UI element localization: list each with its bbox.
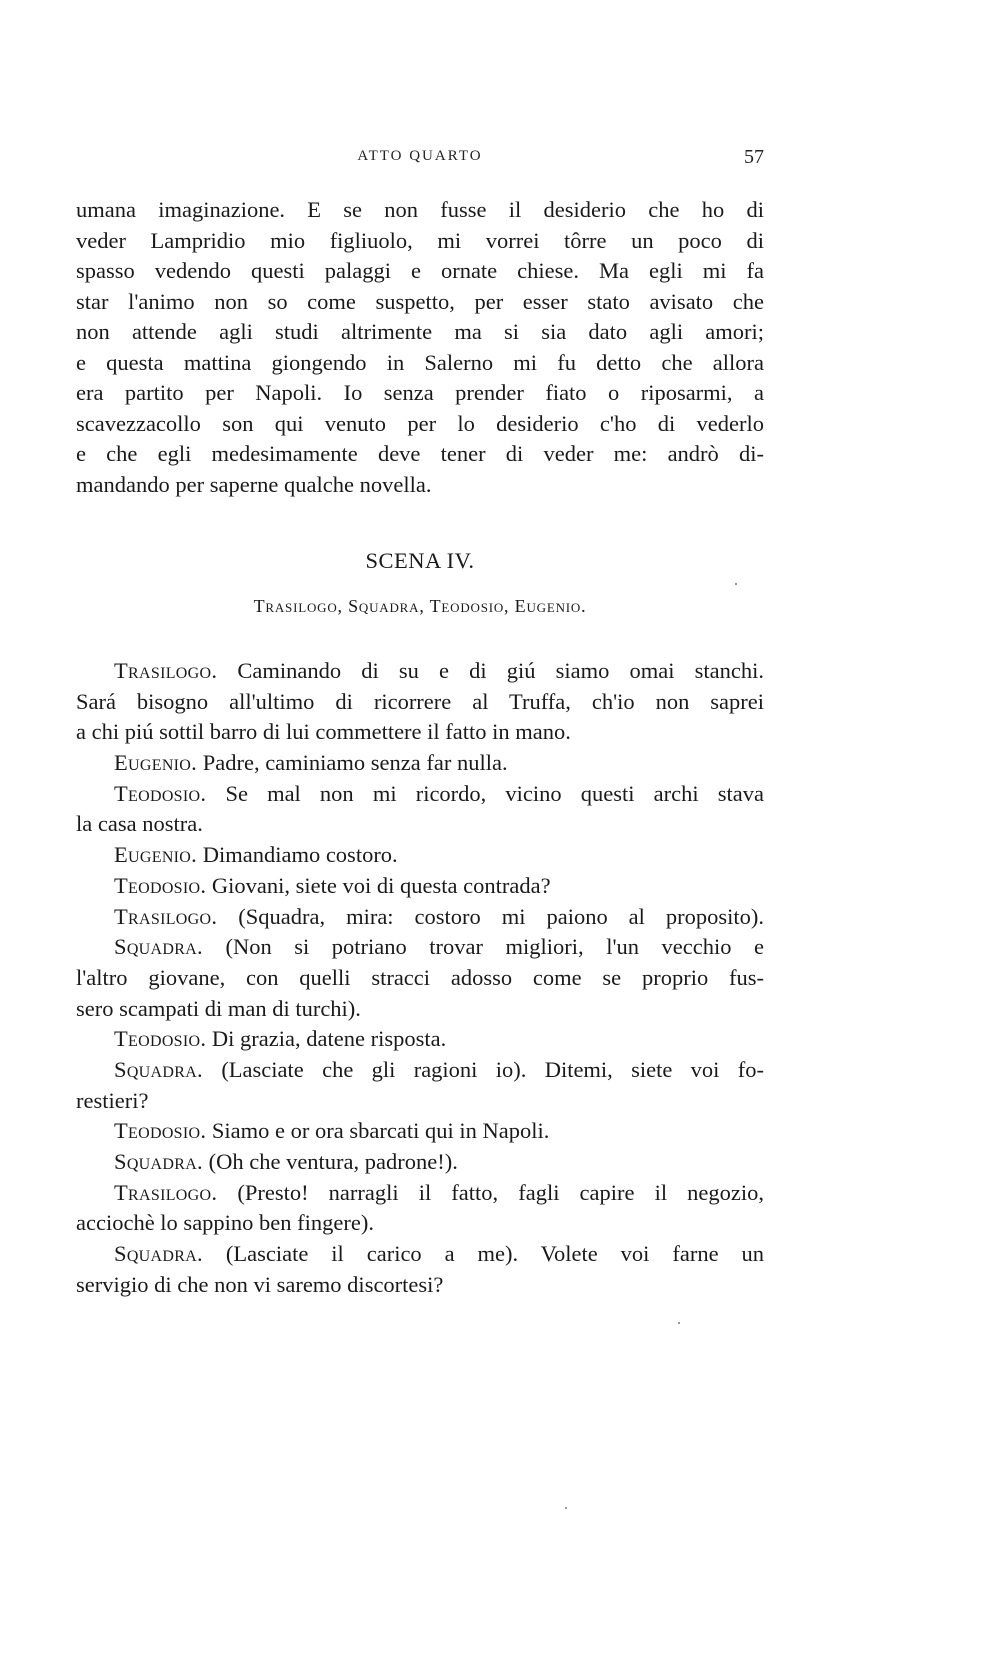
dialogue	[76, 656, 764, 1300]
speaker-name: Squadra.	[114, 1149, 203, 1174]
speech-line: sero scampati di man di turchi).	[76, 995, 361, 1021]
page-number: 57	[744, 146, 764, 168]
speaker-name: Trasilogo.	[114, 903, 218, 929]
speech-line	[76, 1024, 764, 1055]
speech-line	[76, 871, 764, 902]
speaker-name: Eugenio.	[114, 750, 198, 776]
speech-line	[76, 1055, 764, 1086]
speech-text: Se mal non mi ricordo, vicino questi archi stava	[225, 780, 765, 806]
speaker-name: Teodosio.	[114, 872, 207, 898]
paragraph-line: star l'animo non so come suspetto, per esser stato avisato che	[76, 288, 764, 314]
scan-speck	[565, 1507, 567, 1509]
opening-paragraph	[76, 195, 764, 500]
speech-line	[76, 840, 764, 871]
speaker-name: Trasilogo.	[114, 658, 218, 683]
paragraph-line: e questa mattina giongendo in Salerno mi fu detto che allora	[76, 349, 764, 375]
speaker-name: Squadra.	[114, 934, 203, 960]
speaker-name: Trasilogo.	[114, 1179, 218, 1205]
speech-line: servigio di che non vi saremo discortesi?	[76, 1271, 444, 1297]
speech-line	[76, 748, 764, 779]
speech-text: Padre, caminiamo senza far nulla.	[202, 750, 508, 776]
speech-line	[76, 1116, 764, 1147]
paragraph-line: veder Lampridio mio figliuolo, mi vorrei tôrre un poco di	[76, 227, 764, 253]
scan-speck	[735, 583, 737, 585]
speech-line	[76, 656, 764, 687]
paragraph-line: e che egli medesimamente deve tener di veder me: andrò di-	[76, 441, 764, 466]
running-header	[76, 146, 764, 170]
speaker-name: Teodosio.	[114, 780, 207, 806]
speech-text: (Lasciate il carico a me). Volete voi farne un	[225, 1241, 764, 1267]
speech-text: (Non si potriano trovar migliori, l'un vecchio e	[225, 934, 764, 960]
paragraph-line: era partito per Napoli. Io senza prender fiato o riposarmi, a	[76, 380, 764, 405]
speech-line	[76, 902, 764, 933]
speech-text: (Oh che ventura, padrone!).	[208, 1149, 458, 1174]
speaker-name: Teodosio.	[114, 1118, 207, 1144]
paragraph-line: mandando per saperne qualche novella.	[76, 471, 432, 497]
speech-line: acciochè lo sappino ben fingere).	[76, 1210, 374, 1236]
speaker-name: Squadra.	[114, 1056, 203, 1082]
speech-text: (Lasciate che gli ragioni io). Ditemi, siete voi fo-	[221, 1056, 764, 1082]
speech-line: l'altro giovane, con quelli stracci adosso come se proprio fus-	[76, 964, 764, 990]
speech-line: restieri?	[76, 1087, 149, 1113]
speech-line	[76, 1147, 764, 1178]
speech-line	[76, 1239, 764, 1270]
speech-line: a chi piú sottil barro di lui commettere il fatto in mano.	[76, 719, 571, 745]
speech-text: (Presto! narragli il fatto, fagli capire il negozio,	[237, 1179, 765, 1205]
speech-text: Caminando di su e di giú siamo omai stanchi.	[237, 658, 765, 683]
scene-characters: Trasilogo, Squadra, Teodosio, Eugenio.	[253, 596, 587, 616]
paragraph-line: scavezzacollo son qui venuto per lo desiderio c'ho di vederlo	[76, 410, 764, 436]
scene-heading: SCENA IV.	[365, 548, 475, 573]
speaker-name: Squadra.	[114, 1241, 203, 1267]
speech-line: la casa nostra.	[76, 811, 203, 837]
paragraph-line: umana imaginazione. E se non fusse il desiderio che ho di	[76, 197, 764, 222]
running-title: ATTO QUARTO	[357, 148, 483, 164]
speech-text: (Squadra, mira: costoro mi paiono al proposito).	[238, 903, 765, 929]
speaker-name: Eugenio.	[114, 842, 198, 868]
speaker-name: Teodosio.	[114, 1026, 207, 1052]
speech-text: Dimandiamo costoro.	[202, 842, 398, 868]
speech-text: Siamo e or ora sbarcati qui in Napoli.	[211, 1118, 550, 1144]
speech-line	[76, 932, 764, 963]
speech-line: Sará bisogno all'ultimo di ricorrere al Truffa, ch'io non saprei	[76, 688, 764, 714]
paragraph-line: spasso vedendo questi palaggi e ornate chiese. Ma egli mi fa	[76, 258, 764, 283]
speech-line	[76, 779, 764, 810]
speech-line	[76, 1178, 764, 1209]
speech-text: Giovani, siete voi di questa contrada?	[211, 872, 551, 898]
paragraph-line: non attende agli studi altrimente ma si sia dato agli amori;	[76, 319, 764, 344]
speech-text: Di grazia, datene risposta.	[211, 1026, 447, 1052]
scan-speck	[678, 1322, 680, 1324]
